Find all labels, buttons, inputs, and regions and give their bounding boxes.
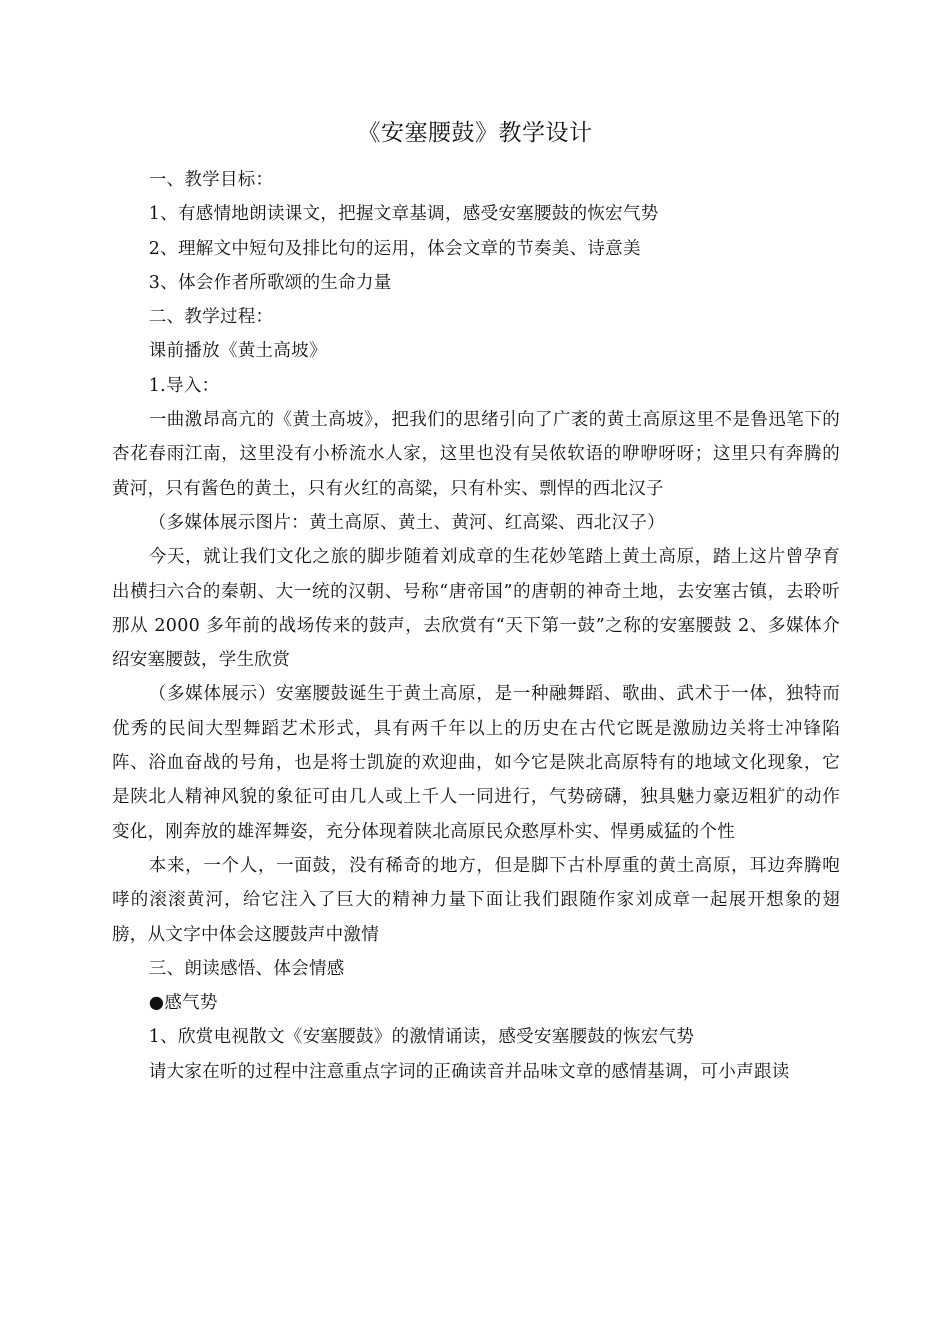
- drum-description-paragraph: （多媒体展示）安塞腰鼓诞生于黄土高原，是一种融舞蹈、歌曲、武术于一体，独特而优秀的民间大型舞蹈艺术形式，具有两千年以上的历史在古代它既是激励边关将士冲锋陷阵、浴血奋战的号角，也是将士凯旋的欢迎曲，如今它是陕北高原特有的地域文化现象，它是陕北人精神风貌的象征可由几人或上千人一同进行，气势磅礴，独具魅力豪迈粗犷的动作变化，刚奔放的雄浑舞姿，充分体现着陕北高原民众憨厚朴实、悍勇威猛的个性: [112, 684, 840, 842]
- reading-step-1: 1、欣赏电视散文《安塞腰鼓》的激情诵读，感受安塞腰鼓的恢宏气势: [148, 1027, 695, 1048]
- section-heading-process: 二、教学过程：: [148, 307, 274, 328]
- pre-class-note: 课前播放《黄土高坡》: [148, 341, 327, 362]
- objective-item-3: 3、体会作者所歌颂的生命力量: [148, 272, 392, 293]
- objective-item-1: 1、有感情地朗读课文，把握文章基调，感受安塞腰鼓的恢宏气势: [148, 204, 659, 225]
- bullet-heading-momentum: ●感气势: [148, 993, 218, 1014]
- section-heading-objectives: 一、教学目标：: [148, 170, 274, 190]
- document-title: 《安塞腰鼓》教学设计: [357, 120, 593, 146]
- journey-paragraph: 今天，就让我们文化之旅的脚步随着刘成章的生花妙笔踏上黄土高原，踏上这片曾孕育出横扫六合的秦朝、大一统的汉朝、号称“唐帝国”的唐朝的神奇土地，去安塞古镇，去聆听那从 2000 多年前的战场传来的鼓声，去欣赏有“天下第一鼓”之称的安塞腰鼓 2、多媒体介绍安塞腰鼓，学生欣赏: [112, 547, 840, 671]
- intro-paragraph: 一曲激昂高亢的《黄土高坡》，把我们的思绪引向了广袤的黄土高原这里不是鲁迅笔下的杏花春雨江南，这里没有小桥流水人家，这里也没有吴侬软语的咿咿呀呀；这里只有奔腾的黄河，只有酱色的黄土，只有火红的高粱，只有朴实、剽悍的西北汉子: [112, 410, 840, 499]
- reading-instruction: 请大家在听的过程中注意重点字词的正确读音并品味文章的感情基调，可小声跟读: [148, 1061, 790, 1082]
- transition-paragraph: 本来，一个人，一面鼓，没有稀奇的地方，但是脚下古朴厚重的黄土高原，耳边奔腾咆哮的滚滚黄河，给它注入了巨大的精神力量下面让我们跟随作家刘成章一起展开想象的翅膀，从文字中体会这腰鼓声中激情: [112, 855, 840, 945]
- objective-item-2: 2、理解文中短句及排比句的运用，体会文章的节奏美、诗意美: [148, 238, 641, 259]
- section-heading-reading: 三、朗读感悟、体会情感: [148, 958, 345, 979]
- step-heading-intro: 1.导入：: [148, 375, 220, 396]
- document-body: [112, 163, 840, 1089]
- media-note-images: （多媒体展示图片：黄土高原、黄土、黄河、红高粱、西北汉子）: [148, 512, 665, 533]
